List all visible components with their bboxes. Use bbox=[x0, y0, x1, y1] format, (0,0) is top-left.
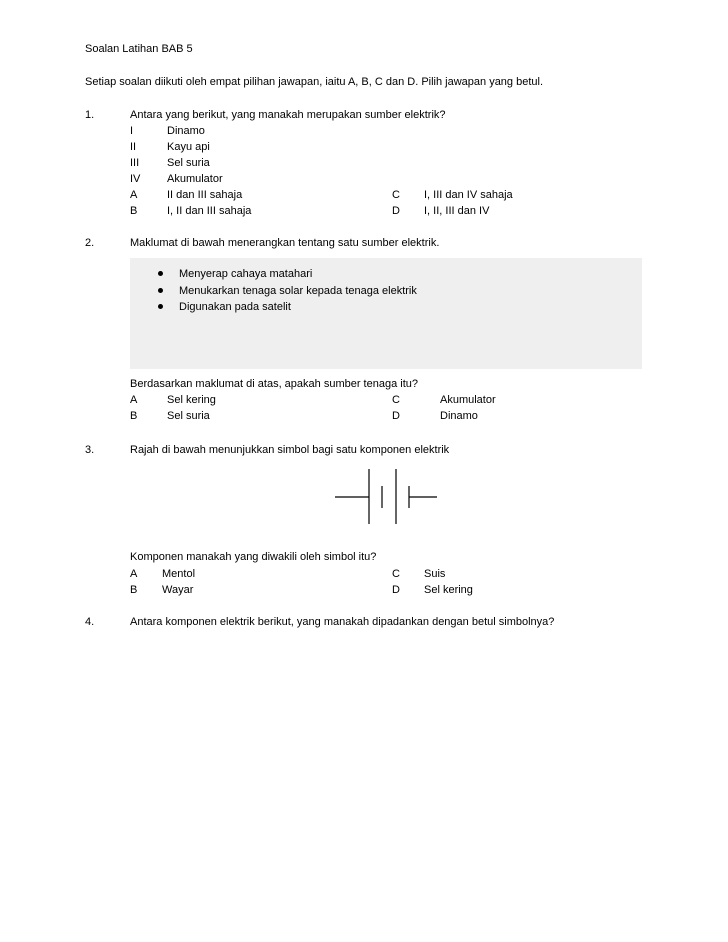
option-letter-a: A bbox=[130, 568, 138, 580]
option-letter-a: A bbox=[130, 189, 138, 201]
question-number: 1. bbox=[85, 109, 95, 121]
option-c[interactable]: I, III dan IV sahaja bbox=[424, 189, 513, 201]
option-c[interactable]: Suis bbox=[424, 568, 446, 580]
battery-symbol-icon bbox=[335, 466, 439, 526]
statement-item: Akumulator bbox=[167, 173, 223, 185]
option-letter-c: C bbox=[392, 189, 400, 201]
option-a[interactable]: Mentol bbox=[162, 568, 196, 580]
option-letter-b: B bbox=[130, 205, 138, 217]
instructions: Setiap soalan diikuti oleh empat pilihan jawapan, iaitu A, B, C dan D. Pilih jawapan yang betul. bbox=[85, 76, 544, 88]
question-text: Antara komponen elektrik berikut, yang manakah dipadankan dengan betul simbolnya? bbox=[130, 616, 555, 628]
option-letter-c: C bbox=[392, 394, 400, 406]
question-text: Rajah di bawah menunjukkan simbol bagi satu komponen elektrik bbox=[130, 444, 450, 456]
statement-item: Dinamo bbox=[167, 125, 205, 137]
option-b[interactable]: I, II dan III sahaja bbox=[167, 205, 252, 217]
option-letter-b: B bbox=[130, 584, 138, 596]
bullet-icon bbox=[158, 271, 163, 276]
option-b[interactable]: Sel suria bbox=[167, 410, 210, 422]
statement-item: Kayu api bbox=[167, 141, 210, 153]
option-d[interactable]: I, II, III dan IV bbox=[424, 205, 490, 217]
question-prompt: Komponen manakah yang diwakili oleh simbol itu? bbox=[130, 551, 377, 563]
option-c[interactable]: Akumulator bbox=[440, 394, 496, 406]
option-a[interactable]: II dan III sahaja bbox=[167, 189, 243, 201]
option-letter-d: D bbox=[392, 205, 400, 217]
question-number: 2. bbox=[85, 237, 95, 249]
page-title: Soalan Latihan BAB 5 bbox=[85, 43, 193, 55]
roman-numeral: II bbox=[130, 141, 137, 153]
bullet-item: Menyerap cahaya matahari bbox=[179, 268, 313, 280]
roman-numeral: I bbox=[130, 125, 134, 137]
bullet-item: Digunakan pada satelit bbox=[179, 301, 291, 313]
bullet-icon bbox=[158, 304, 163, 309]
option-d[interactable]: Dinamo bbox=[440, 410, 478, 422]
option-letter-b: B bbox=[130, 410, 138, 422]
roman-numeral: III bbox=[130, 157, 140, 169]
option-letter-c: C bbox=[392, 568, 400, 580]
option-a[interactable]: Sel kering bbox=[167, 394, 216, 406]
question-text: Antara yang berikut, yang manakah merupakan sumber elektrik? bbox=[130, 109, 446, 121]
statement-item: Sel suria bbox=[167, 157, 210, 169]
option-b[interactable]: Wayar bbox=[162, 584, 194, 596]
question-prompt: Berdasarkan maklumat di atas, apakah sumber tenaga itu? bbox=[130, 378, 418, 390]
question-text: Maklumat di bawah menerangkan tentang satu sumber elektrik. bbox=[130, 237, 440, 249]
option-letter-a: A bbox=[130, 394, 138, 406]
question-number: 3. bbox=[85, 444, 95, 456]
question-number: 4. bbox=[85, 616, 95, 628]
roman-numeral: IV bbox=[130, 173, 141, 185]
option-letter-d: D bbox=[392, 410, 400, 422]
bullet-icon bbox=[158, 288, 163, 293]
option-letter-d: D bbox=[392, 584, 400, 596]
option-d[interactable]: Sel kering bbox=[424, 584, 473, 596]
bullet-item: Menukarkan tenaga solar kepada tenaga elektrik bbox=[179, 285, 417, 297]
